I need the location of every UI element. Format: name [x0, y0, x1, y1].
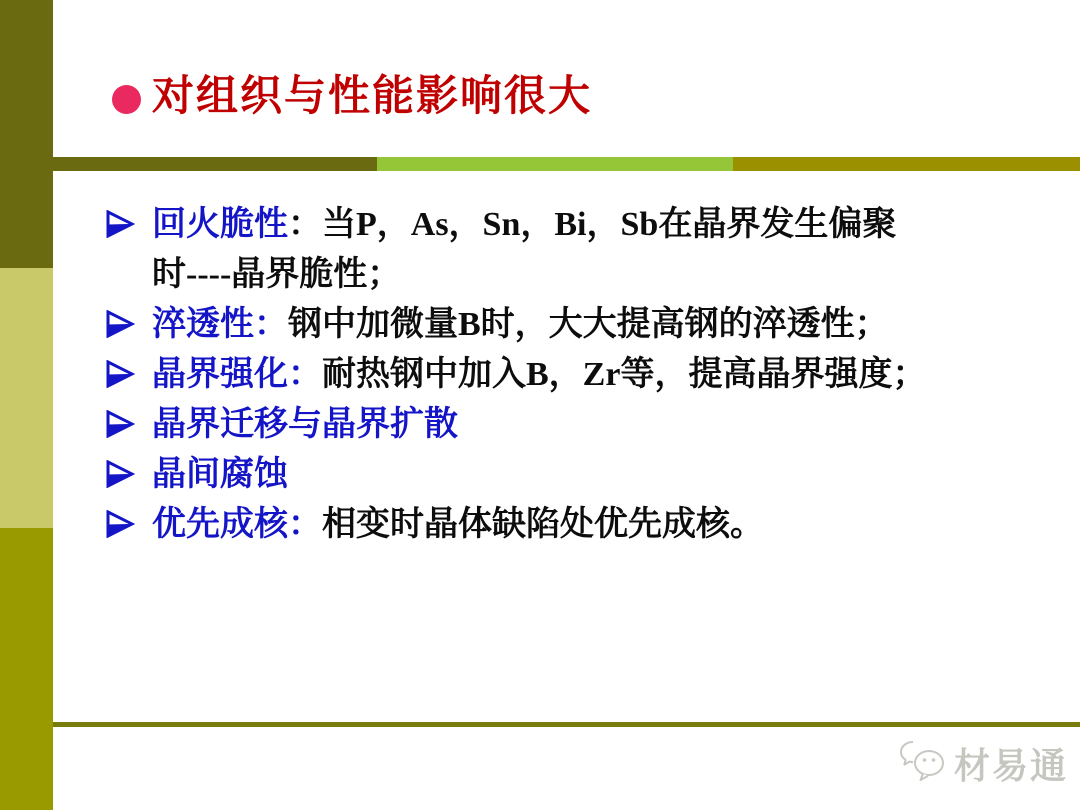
- list-item: [105, 300, 1050, 350]
- sidebar-accent-top: [0, 0, 53, 268]
- bullet-text: 淬透性：钢中加微量B时，大大提高钢的淬透性；: [152, 306, 889, 343]
- list-item: [105, 200, 1050, 300]
- list-item: [105, 450, 1050, 500]
- arrowhead-bullet-icon: [105, 200, 152, 238]
- footer-divider-line: [53, 722, 1080, 727]
- sidebar-accent-bottom: [0, 528, 53, 810]
- bullet-list: [105, 200, 1050, 550]
- chat-bubbles-icon: [898, 739, 948, 788]
- watermark-logo: [898, 738, 1068, 789]
- arrowhead-bullet-icon: [105, 350, 152, 388]
- bullet-text: 晶界强化：耐热钢中加入B，Zr等，提高晶界强度；: [152, 356, 927, 393]
- slide-title: 对组织与性能影响很大: [152, 74, 593, 120]
- bullet-text: 晶界迁移与晶界扩散: [152, 406, 458, 443]
- list-item: [105, 350, 1050, 400]
- arrowhead-bullet-icon: [105, 400, 152, 438]
- divider-segment-gold: [733, 157, 1080, 171]
- bullet-text: 回火脆性：当P，As，Sn，Bi，Sb在晶界发生偏聚 时----晶界脆性；: [152, 206, 897, 293]
- sidebar-accent-middle: [0, 268, 53, 528]
- watermark-label: 材易通: [954, 746, 1069, 786]
- bullet-text: 晶间腐蚀: [152, 456, 288, 493]
- list-item: [105, 500, 1050, 550]
- arrowhead-bullet-icon: [105, 450, 152, 488]
- divider-segment-olive: [53, 157, 377, 171]
- arrowhead-bullet-icon: [105, 300, 152, 338]
- title-bullet-icon: [112, 85, 141, 114]
- arrowhead-bullet-icon: [105, 500, 152, 538]
- list-item: [105, 400, 1050, 450]
- bullet-text: 优先成核：相变时晶体缺陷处优先成核。: [152, 506, 764, 543]
- divider-segment-green: [377, 157, 733, 171]
